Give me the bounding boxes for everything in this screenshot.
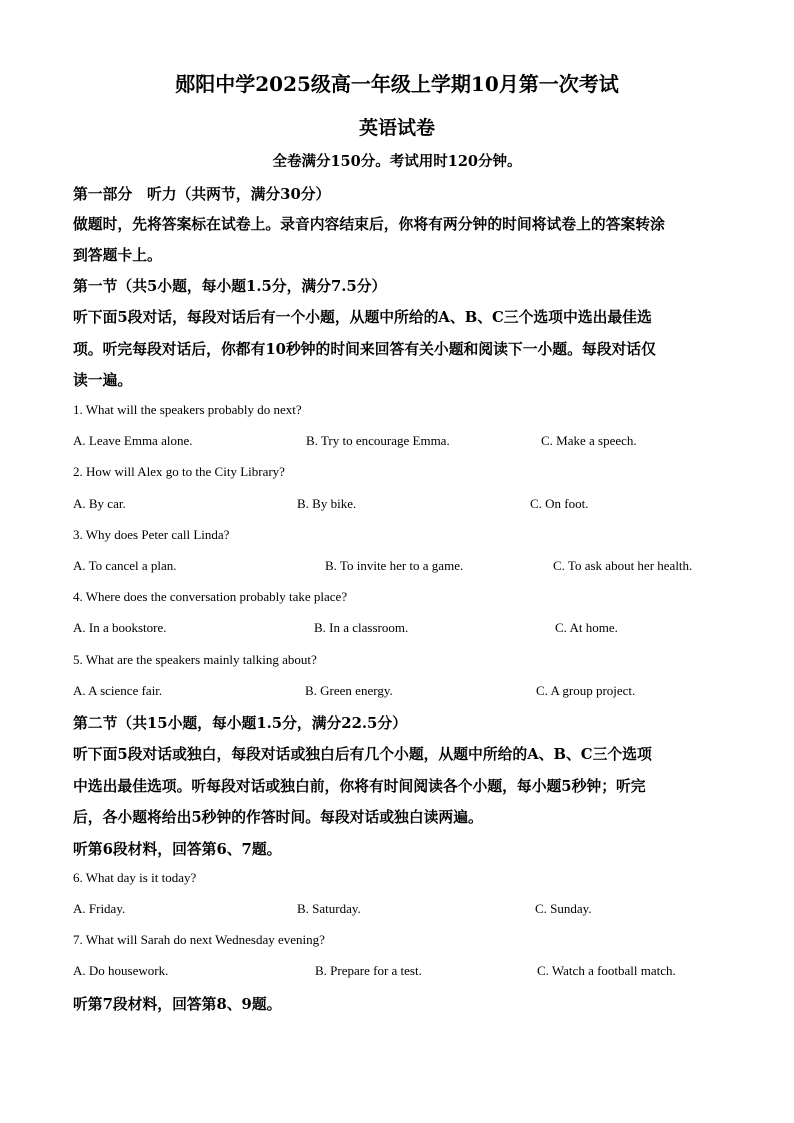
option-b: B. Try to encourage Emma. [306, 433, 450, 448]
option-a: A. Do housework. [73, 963, 169, 978]
part1-instruction-line: 到答题卡上。 [73, 247, 162, 264]
question-5: 5. What are the speakers mainly talking about? [73, 652, 317, 667]
question-3: 3. Why does Peter call Linda? [73, 527, 230, 542]
material-7-heading: 听第7段材料，回答第8、9题。 [73, 996, 282, 1013]
question-7: 7. What will Sarah do next Wednesday evening? [73, 932, 325, 947]
option-b: B. Prepare for a test. [315, 963, 422, 978]
section2-heading: 第二节（共15小题，每小题1.5分，满分22.5分） [73, 715, 407, 732]
option-a: A. To cancel a plan. [73, 558, 177, 573]
exam-title: 郧阳中学2025级高一年级上学期10月第一次考试 [175, 72, 619, 96]
section1-heading: 第一节（共5小题，每小题1.5分，满分7.5分） [73, 278, 387, 295]
option-c: C. Watch a football match. [537, 963, 676, 978]
option-a: A. By car. [73, 496, 126, 511]
section1-instruction-line: 项。听完每段对话后，你都有10秒钟的时间来回答有关小题和阅读下一小题。每段对话仅 [73, 341, 656, 358]
exam-info: 全卷满分150分。考试用时120分钟。 [272, 153, 522, 170]
option-a: A. Leave Emma alone. [73, 433, 193, 448]
section1-instruction-line: 读一遍。 [73, 372, 133, 389]
section1-instruction-line: 听下面5段对话，每段对话后有一个小题，从题中所给的A、B、C三个选项中选出最佳选 [73, 309, 652, 326]
question-2: 2. How will Alex go to the City Library? [73, 464, 285, 479]
option-c: C. Sunday. [535, 901, 592, 916]
option-a: A. A science fair. [73, 683, 163, 698]
part1-heading: 第一部分 听力（共两节，满分30分） [73, 186, 331, 203]
question-1: 1. What will the speakers probably do next? [73, 402, 302, 417]
section2-instruction-line: 听下面5段对话或独白，每段对话或独白后有几个小题，从题中所给的A、B、C三个选项 [73, 746, 652, 763]
question-6: 6. What day is it today? [73, 870, 197, 885]
option-c: C. Make a speech. [541, 433, 637, 448]
section2-instruction-line: 后，各小题将给出5秒钟的作答时间。每段对话或独白读两遍。 [73, 809, 483, 826]
option-a: A. Friday. [73, 901, 126, 916]
option-b: B. By bike. [297, 496, 357, 511]
option-a: A. In a bookstore. [73, 620, 167, 635]
option-c: C. To ask about her health. [553, 558, 693, 573]
option-b: B. To invite her to a game. [325, 558, 464, 573]
option-c: C. A group project. [536, 683, 636, 698]
section2-instruction-line: 中选出最佳选项。听每段对话或独白前，你将有时间阅读各个小题，每小题5秒钟；听完 [73, 778, 646, 795]
material-6-heading: 听第6段材料，回答第6、7题。 [73, 841, 282, 858]
part1-instruction-line: 做题时，先将答案标在试卷上。录音内容结束后，你将有两分钟的时间将试卷上的答案转涂 [73, 216, 665, 233]
exam-subject: 英语试卷 [358, 117, 435, 139]
option-b: B. In a classroom. [314, 620, 409, 635]
option-c: C. On foot. [530, 496, 589, 511]
question-4: 4. Where does the conversation probably take place? [73, 589, 348, 604]
option-b: B. Green energy. [305, 683, 393, 698]
option-b: B. Saturday. [297, 901, 361, 916]
option-c: C. At home. [555, 620, 618, 635]
